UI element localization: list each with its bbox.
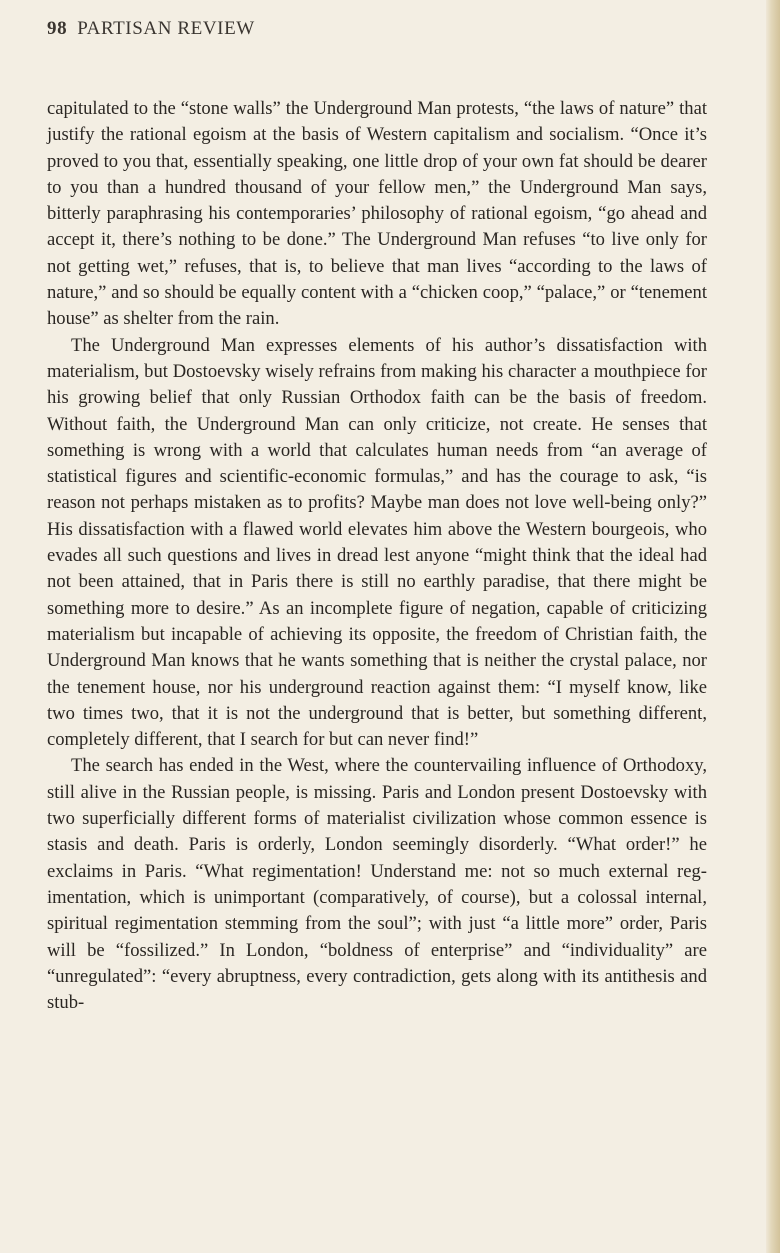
body-text [47,96,707,1016]
journal-title: PARTISAN REVIEW [77,18,255,39]
paragraph-continued: capitulated to the “stone walls” the Underground Man protests, “the laws of nature” that justify the rational egoism at the basis of Western capitalism and socialism. “Once it’s proved to you that, essentially speaking, one little drop of your own fat should be dearer to you than a hundred thousand of your fellow men,” the Underground Man says, bitterly paraphrasing his contemporaries’ philosophy of rational egoism, “go ahead and accept it, there’s nothing to be done.” The Underground Man refuses “to live only for not getting wet,” refuses, that is, to believe that man lives “according to the laws of nature,” and so should be equally content with a “chicken coop,” “palace,” or “tenement house” as shelter from the rain. [47,98,707,330]
running-head [47,18,255,40]
paragraph: The Underground Man expresses elements of his author’s dissatisfaction with materialism, but Dostoevsky wisely refrains from making his character a mouthpiece for his growing belief that only Russian Orthodox faith can be the basis of freedom. Without faith, the Underground Man can only criticize, not create. He senses that something is wrong with a world that calculates human needs from “an average of statistical figures and scientific-economic formulas,” and has the courage to ask, “is reason not perhaps mistaken as to profits? Maybe man does not love well-being only?” His dissatisfaction with a flawed world elevates him above the Western bourgeois, who evades all such questions and lives in dread lest anyone “might think that the ideal had not been attained, that in Paris there is still no earthly paradise, that there might be something more to desire.” As an incomplete figure of negation, capable of criticizing materialism but incapable of achieving its opposite, the freedom of Christian faith, the Underground Man knows that he wants something that is neither the crystal palace, nor the tenement house, nor his underground reaction against them: “I myself know, like two times two, that it is not the underground that is better, but something different, completely different, that I search for but can never find!” [47,334,707,751]
paragraph: The search has ended in the West, where the countervailing influence of Orthodoxy, still alive in the Russian people, is missing. Paris and London present Dostoevsky with two superficially different forms of materialist civilization whose common essence is stasis and death. Paris is orderly, London seemingly disorderly. “What order!” he exclaims in Paris. “What regimentation! Understand me: not so much external regimentation, which is unimportant (comparatively, of course), but a colossal internal, spiritual regimentation stemming from the soul”; with just “a little more” order, Paris will be “fossilized.” In London, “boldness of enterprise” and “individuality” are “unregulated”: “every abruptness, every contradiction, gets along with its antithesis and stub- [47,755,707,1014]
page-number: 98 [47,18,68,39]
page-edge [766,0,780,1253]
